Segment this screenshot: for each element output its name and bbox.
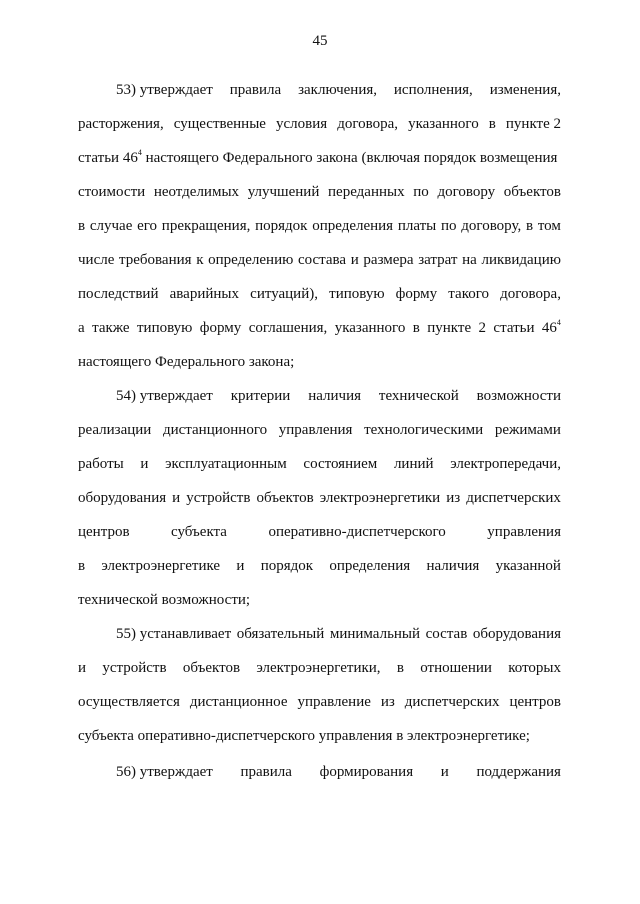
word: и [78, 660, 87, 676]
word: переданных [328, 184, 405, 200]
word: электроэнергетики [319, 490, 441, 506]
word: а [78, 320, 85, 336]
word: статьи [493, 320, 535, 336]
word: определению [208, 252, 294, 268]
word: случае [89, 218, 133, 234]
word: электроэнергетике [101, 558, 221, 574]
word: форму [199, 320, 242, 336]
text-line [78, 420, 561, 440]
word: линий [393, 456, 434, 472]
word: требования [119, 252, 192, 268]
word: формирования [319, 764, 414, 780]
word: последствий [78, 286, 159, 302]
word: соглашения, [248, 320, 328, 336]
word: устройств [186, 490, 251, 506]
word: указанного [334, 320, 406, 336]
word: определения [329, 558, 411, 574]
word: договору [437, 184, 496, 200]
word: пункте 2 [505, 116, 561, 132]
text-line [78, 522, 561, 542]
word: его [137, 218, 158, 234]
text-line [116, 386, 561, 406]
word: заключения, [298, 82, 377, 98]
word: дистанционного [162, 422, 268, 438]
word: типовую [137, 320, 193, 336]
text-line [116, 624, 561, 644]
word: договору, [461, 218, 522, 234]
word: состоянием [303, 456, 378, 472]
word: такого [448, 286, 489, 302]
word: договора, [337, 116, 399, 132]
word: режимами [494, 422, 561, 438]
text-line [78, 148, 561, 168]
word: и [440, 764, 449, 780]
text-line [78, 488, 561, 508]
word: управления [278, 422, 353, 438]
word: обязательный [236, 626, 325, 642]
word: возможности [476, 388, 561, 404]
word: порядок [255, 218, 308, 234]
text-line [78, 216, 561, 236]
text-line [78, 556, 561, 576]
word: объектов [503, 184, 561, 200]
word: объектов [182, 660, 241, 676]
text-line [78, 318, 561, 338]
word: затрат [418, 252, 458, 268]
text-run: статьи 46 [78, 150, 138, 166]
word: стоимости [78, 184, 146, 200]
word: прекращения, [161, 218, 251, 234]
word: аварийных [169, 286, 240, 302]
word: состава [297, 252, 347, 268]
word: осуществляется [78, 694, 180, 710]
word: также [92, 320, 130, 336]
word: исполнения, [393, 82, 473, 98]
word: платы [397, 218, 437, 234]
word: центров [78, 524, 130, 540]
text-line: настоящего Федерального закона; [78, 354, 295, 370]
word: условия [276, 116, 328, 132]
word: центров [509, 694, 561, 710]
word: расторжения, [78, 116, 164, 132]
text-line [78, 692, 561, 712]
word: и [236, 558, 245, 574]
text-line [78, 658, 561, 678]
word: том [537, 218, 561, 234]
word: в [488, 116, 496, 132]
word: диспетчерских [466, 490, 561, 506]
word: в [78, 558, 86, 574]
text-line [116, 762, 561, 782]
word: технологическими [364, 422, 484, 438]
word: определения [312, 218, 394, 234]
text-run: настоящего Федерального закона (включая порядок возмещения [141, 150, 558, 166]
word: $46^4$ [541, 318, 561, 336]
word: диспетчерских [404, 694, 500, 710]
word: 54) утверждает [116, 388, 213, 404]
word: из [380, 694, 395, 710]
word: и [172, 490, 181, 506]
word: 2 [478, 320, 487, 336]
word: форму [395, 286, 438, 302]
word: изменения, [489, 82, 561, 98]
word: пункте [427, 320, 472, 336]
word: критерии [230, 388, 291, 404]
text-line: субъекта оперативно-диспетчерского управления в электроэнергетике; [78, 728, 530, 744]
word: технической [378, 388, 459, 404]
word: ликвидацию [481, 252, 561, 268]
word: из [446, 490, 461, 506]
word: 53) утверждает [116, 82, 213, 98]
word: дистанционное [189, 694, 288, 710]
word: правила [240, 764, 292, 780]
word: на [462, 252, 477, 268]
word: минимальный [329, 626, 421, 642]
text-line [78, 284, 561, 304]
word: к [196, 252, 204, 268]
word: оперативно-диспетчерского [268, 524, 446, 540]
word: ситуаций), [250, 286, 318, 302]
word: отношении [420, 660, 492, 676]
word: электропередачи, [450, 456, 561, 472]
word: устройств [102, 660, 167, 676]
word: и [140, 456, 149, 472]
word: и [350, 252, 359, 268]
word: в [396, 660, 404, 676]
word: 56) утверждает [116, 764, 213, 780]
word: по [441, 218, 457, 234]
word: эксплуатационным [165, 456, 287, 472]
word: субъекта [171, 524, 227, 540]
word: указанной [495, 558, 561, 574]
word: реализации [78, 422, 152, 438]
text-line [78, 454, 561, 474]
word: работы [78, 456, 124, 472]
word: договора, [500, 286, 561, 302]
word: наличия [308, 388, 362, 404]
word: числе [78, 252, 115, 268]
word: наличия [426, 558, 480, 574]
word: управления [487, 524, 561, 540]
word: управление [297, 694, 371, 710]
word: неотделимых [153, 184, 240, 200]
text-line [78, 114, 561, 134]
word: по [413, 184, 429, 200]
superscript: 4 [137, 148, 142, 157]
text-line [78, 250, 561, 270]
text-line: технической возможности; [78, 592, 251, 608]
word: в [412, 320, 420, 336]
word: которых [508, 660, 561, 676]
word: указанного [408, 116, 479, 132]
word: в [525, 218, 534, 234]
word: правила [229, 82, 282, 98]
word: состав [425, 626, 468, 642]
word: оборудования [78, 490, 167, 506]
word: существенные [173, 116, 266, 132]
word: оборудования [472, 626, 561, 642]
word: улучшений [247, 184, 320, 200]
page-number: 45 [312, 33, 328, 49]
word: размера [363, 252, 414, 268]
word: объектов [256, 490, 314, 506]
word: в [78, 218, 86, 234]
superscript: 4 [556, 318, 561, 327]
word: порядок [260, 558, 314, 574]
word: электроэнергетики, [256, 660, 381, 676]
word: 55) устанавливает [116, 626, 232, 642]
text-line [78, 182, 561, 202]
word: типовую [329, 286, 385, 302]
text-line [116, 80, 561, 100]
word: поддержания [476, 764, 561, 780]
